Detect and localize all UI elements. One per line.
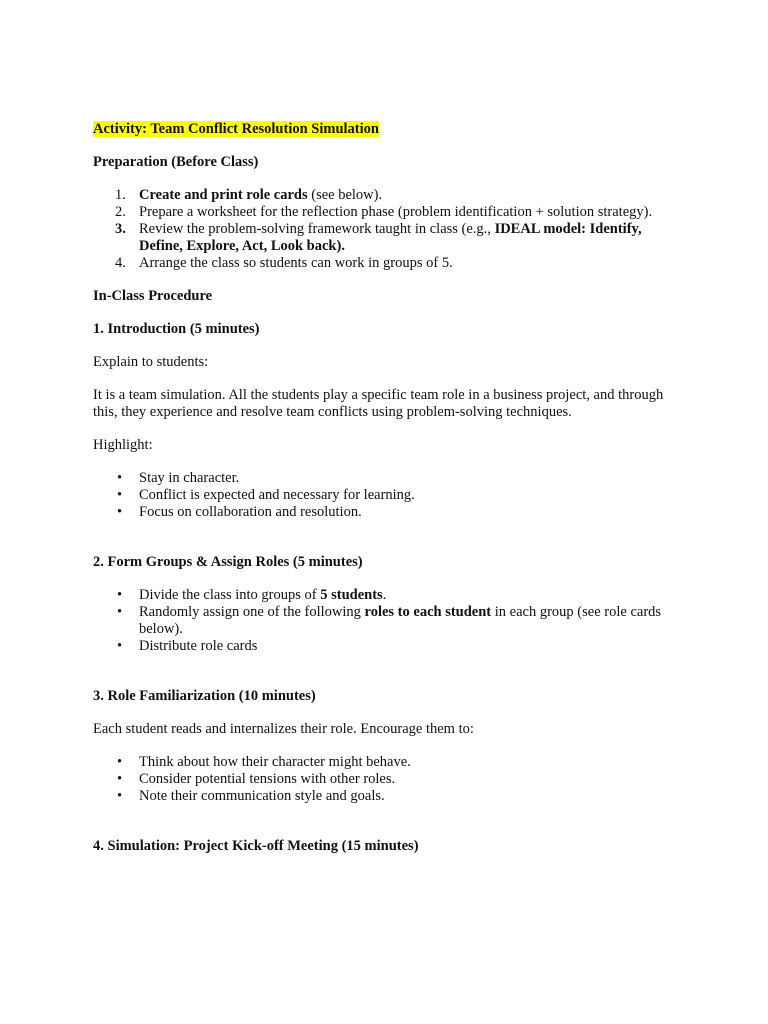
intro-body-text: It is a team simulation. All the students play a specific team role in a business project, and through this, they experience and resolve team conflicts using problem-solving techniques. <box>93 387 664 420</box>
list-item-text: Randomly assign one of the following <box>139 604 365 620</box>
role-familiarization-list <box>93 754 673 805</box>
preparation-list <box>93 187 673 272</box>
bullet-glyph: • <box>117 788 123 804</box>
bullet-glyph: • <box>117 771 123 787</box>
list-item <box>93 255 673 272</box>
explain-text: Explain to students: <box>93 354 209 370</box>
list-item <box>93 470 673 487</box>
list-number: 4. <box>115 255 126 271</box>
in-class-heading: In-Class Procedure <box>93 288 213 304</box>
list-number: 2. <box>115 204 126 220</box>
list-item <box>93 771 673 788</box>
list-item <box>93 754 673 771</box>
list-item <box>93 204 673 221</box>
list-item-text: Conflict is expected and necessary for learning. <box>139 487 415 503</box>
bullet-glyph: • <box>117 487 123 503</box>
list-item-text: Arrange the class so students can work in groups of 5. <box>139 255 453 271</box>
list-item-text: (see below). <box>307 187 383 203</box>
list-item-text: Focus on collaboration and resolution. <box>139 504 362 520</box>
list-item <box>93 638 673 655</box>
list-item <box>93 604 673 638</box>
bullet-glyph: • <box>117 638 123 654</box>
simulation-heading: 4. Simulation: Project Kick-off Meeting (15 minutes) <box>93 838 419 854</box>
list-item-text: Divide the class into groups of <box>139 587 321 603</box>
bullet-glyph: • <box>117 754 123 770</box>
highlight-list <box>93 470 673 521</box>
preparation-heading: Preparation (Before Class) <box>93 154 259 170</box>
bullet-glyph: • <box>117 470 123 486</box>
list-number: 3. <box>115 221 126 237</box>
list-item-text: Prepare a worksheet for the reflection phase (problem identification + solution strategy). <box>139 204 653 220</box>
list-item-bold: 5 students <box>320 587 383 603</box>
list-item <box>93 788 673 805</box>
highlighted-title: Activity: Team Conflict Resolution Simulation <box>93 121 379 137</box>
role-familiarization-heading: 3. Role Familiarization (10 minutes) <box>93 688 316 704</box>
list-item-text: Think about how their character might behave. <box>139 754 411 770</box>
list-item-text: Consider potential tensions with other roles. <box>139 771 396 787</box>
list-item-text: Note their communication style and goals. <box>139 788 385 804</box>
list-item-text: . <box>382 587 387 603</box>
introduction-heading: 1. Introduction (5 minutes) <box>93 321 260 337</box>
document-content <box>93 121 673 855</box>
list-item-text: Distribute role cards <box>139 638 258 654</box>
list-item-text: Stay in character. <box>139 470 240 486</box>
form-groups-list <box>93 587 673 655</box>
list-item <box>93 504 673 521</box>
list-item <box>93 587 673 604</box>
bullet-glyph: • <box>117 604 123 620</box>
list-item-bold: roles to each student <box>364 604 492 620</box>
list-item-bold: Create and print role cards <box>139 187 308 203</box>
form-groups-heading: 2. Form Groups & Assign Roles (5 minutes) <box>93 554 363 570</box>
list-item-bold: IDEAL model: Identify, Define, Explore, Act, Look back). <box>139 221 642 254</box>
list-item <box>93 487 673 504</box>
list-item-text: in each group (see role cards below). <box>139 604 662 637</box>
list-item <box>93 187 673 204</box>
bullet-glyph: • <box>117 504 123 520</box>
list-item-text: Review the problem-solving framework taught in class (e.g., <box>139 221 495 237</box>
list-number: 1. <box>115 187 126 203</box>
highlight-label: Highlight: <box>93 437 153 453</box>
list-item <box>93 221 673 255</box>
document-title <box>93 121 673 138</box>
role-familiarization-body: Each student reads and internalizes their role. Encourage them to: <box>93 721 474 737</box>
bullet-glyph: • <box>117 587 123 603</box>
